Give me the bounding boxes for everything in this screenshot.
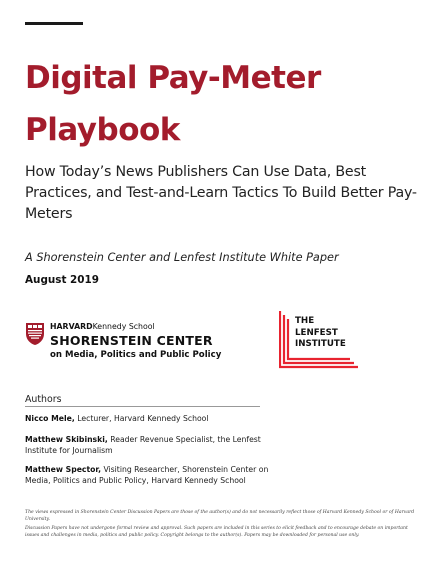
- author-entry: [25, 435, 280, 456]
- disclaimer-views: The views expressed in Shorenstein Center Discussion Papers are those of the author(s) and do not necessarily reflect those of Harvard Kennedy School or of Harvard University.: [25, 510, 415, 522]
- author-name: Nicco Mele,: [25, 414, 75, 423]
- page-title: [25, 52, 425, 156]
- author-name: Matthew Spector,: [25, 465, 101, 474]
- author-entry: [25, 414, 280, 425]
- shorenstein-center-name: SHORENSTEIN CENTER: [50, 333, 213, 348]
- author-role: Reader Revenue Specialist, the Lenfest Institute for Journalism: [25, 435, 261, 455]
- whitepaper-label: A Shorenstein Center and Lenfest Institute White Paper: [25, 251, 339, 264]
- author-role: Lecturer, Harvard Kennedy School: [74, 414, 209, 423]
- lenfest-line-2: LENFEST: [295, 327, 338, 338]
- shorenstein-center-sub: on Media, Politics and Public Policy: [50, 350, 222, 360]
- subtitle: How Today’s News Publishers Can Use Data, Best Practices, and Test-and-Learn Tactics To Build Better Pay-Meters: [25, 164, 417, 222]
- lenfest-line-3: INSTITUTE: [295, 339, 346, 349]
- disclaimer-review: Discussion Papers have not undergone formal review and approval. Such papers are included in this series to elicit feedback and to encourage debate on important issues and challenges in media, politics and public policy. Copyright belongs to the author(s). Papers may be downloaded for personal use only.: [25, 526, 408, 538]
- hks-shorenstein-logo: [25, 322, 225, 366]
- harvard-shield-icon: [25, 322, 45, 346]
- hks-school-bold: HARVARD: [50, 322, 93, 331]
- author-role: Visiting Researcher, Shorenstein Center on Media, Politics and Public Policy, Harvard Kennedy School: [25, 465, 269, 485]
- authors-divider: [25, 406, 260, 407]
- title-line-2: Playbook: [25, 112, 180, 148]
- lenfest-line-1: THE: [295, 316, 315, 326]
- top-rule: [25, 22, 83, 25]
- publication-date: August 2019: [25, 274, 99, 286]
- author-name: Matthew Skibinski,: [25, 435, 108, 444]
- authors-heading: Authors: [25, 394, 62, 405]
- hks-school-name: [50, 322, 155, 331]
- lenfest-logo: [279, 310, 359, 370]
- lenfest-name: [295, 316, 346, 351]
- title-line-1: Digital Pay-Meter: [25, 60, 321, 96]
- author-entry: [25, 465, 280, 486]
- hks-school-rest: Kennedy School: [92, 322, 155, 331]
